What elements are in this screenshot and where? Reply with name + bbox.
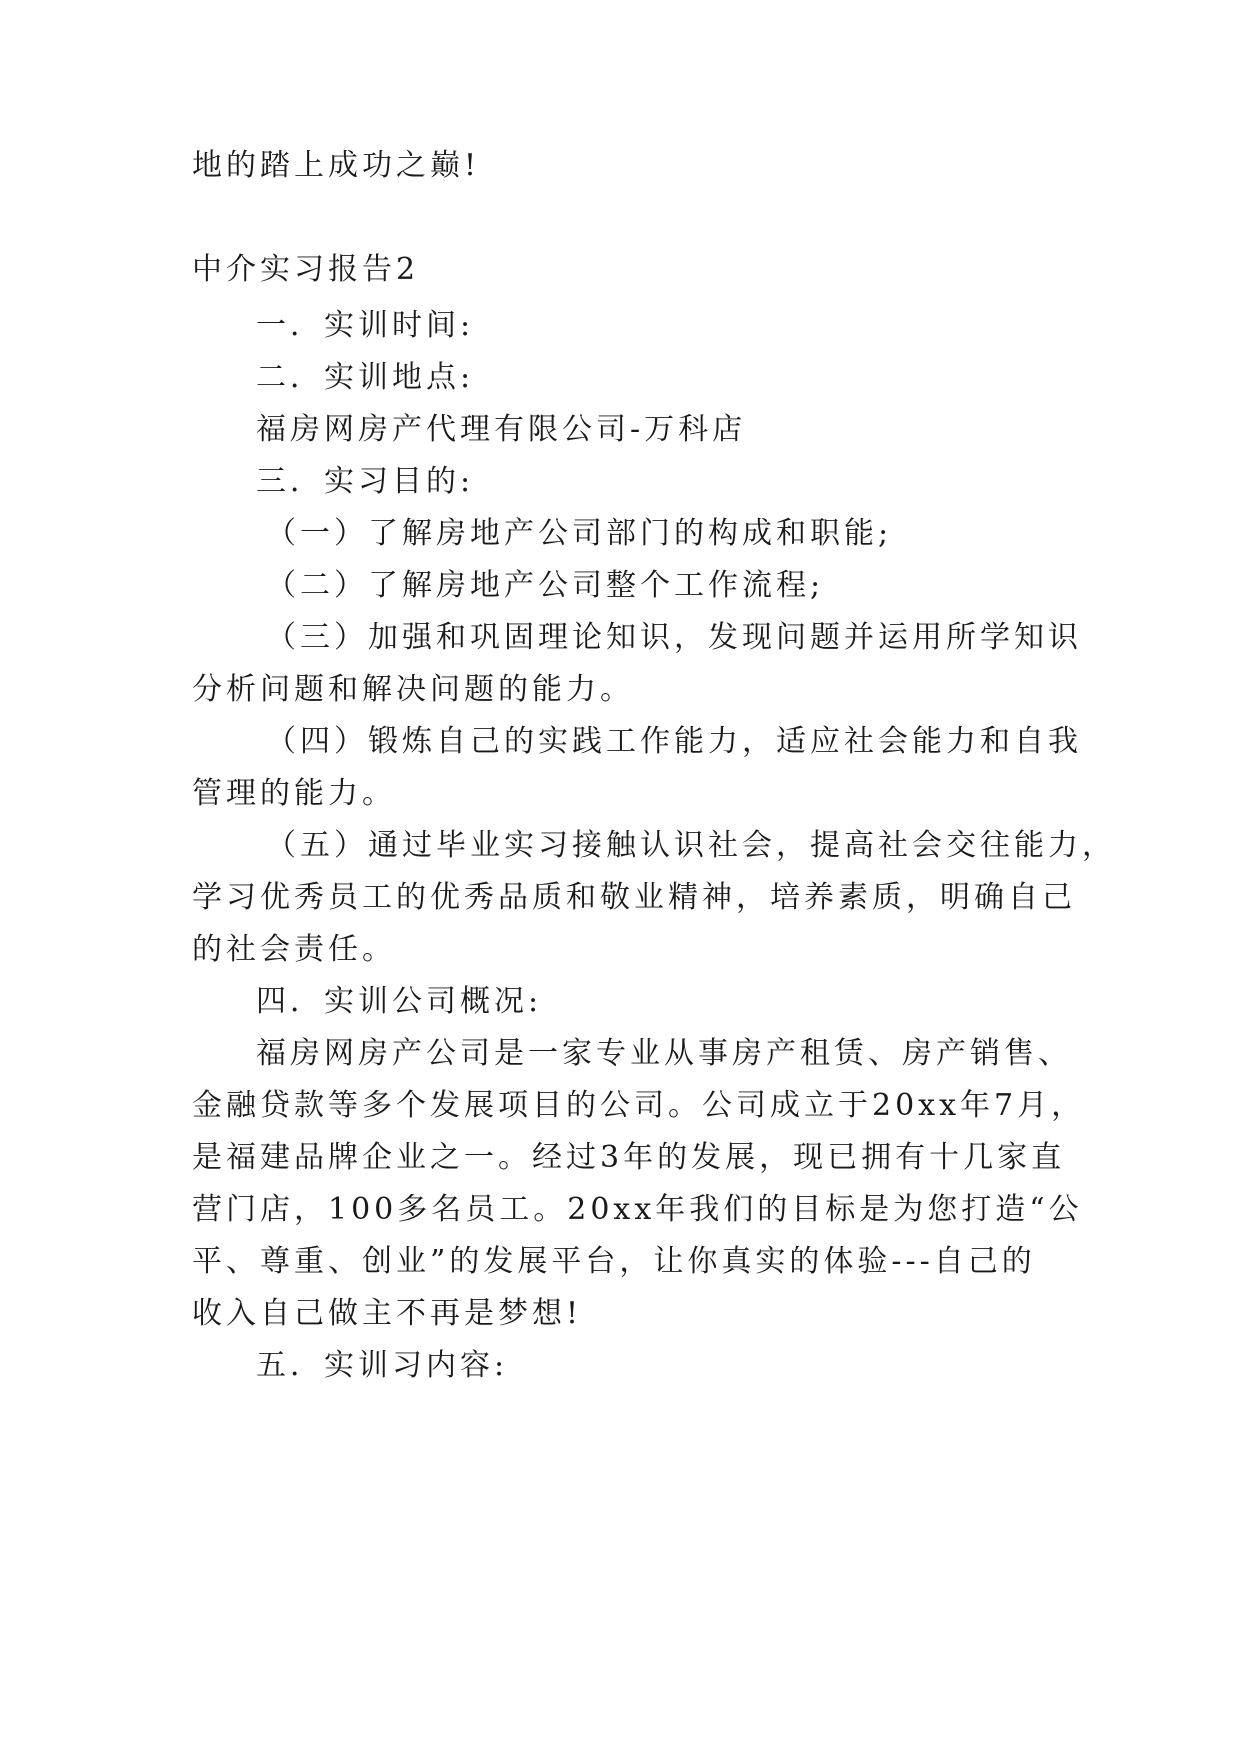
- overview-line-6: 收入自己做主不再是梦想!: [192, 1296, 583, 1331]
- overview-line-1: 福房网房产公司是一家专业从事房产租赁、房产销售、: [256, 1036, 1072, 1071]
- goal-4-line-2: 管理的能力。: [192, 776, 396, 811]
- goal-4-line-1: （四）锻炼自己的实践工作能力，适应社会能力和自我: [266, 724, 1082, 759]
- location-text: 福房网房产代理有限公司-万科店: [256, 412, 747, 447]
- goal-1: （一）了解房地产公司部门的构成和职能;: [266, 516, 893, 551]
- goal-5-line-2: 学习优秀员工的优秀品质和敬业精神，培养素质，明确自己: [192, 880, 1076, 915]
- continuation-text: 地的踏上成功之巅!: [192, 148, 481, 183]
- section-training-location: 二．实训地点:: [256, 360, 475, 395]
- goal-3-line-2: 分析问题和解决问题的能力。: [192, 672, 634, 707]
- overview-line-3: 是福建品牌企业之一。经过3年的发展，现已拥有十几家直: [192, 1140, 1066, 1175]
- goal-5-line-3: 的社会责任。: [192, 932, 396, 967]
- section-purpose: 三．实习目的:: [256, 464, 475, 499]
- report-title: 中介实习报告2: [192, 252, 420, 287]
- overview-line-5: 平、尊重、创业”的发展平台，让你真实的体验---自己的: [192, 1244, 1036, 1279]
- goal-2: （二）了解房地产公司整个工作流程;: [266, 568, 825, 603]
- goal-5-line-1: （五）通过毕业实习接触认识社会，提高社会交往能力，: [266, 828, 1116, 863]
- goal-3-line-1: （三）加强和巩固理论知识，发现问题并运用所学知识: [266, 620, 1082, 655]
- overview-line-2: 金融贷款等多个发展项目的公司。公司成立于20xx年7月，: [192, 1088, 1086, 1123]
- section-training-time: 一．实训时间:: [256, 308, 475, 343]
- section-company-overview: 四．实训公司概况:: [256, 984, 543, 1019]
- overview-line-4: 营门店，100多名员工。20xx年我们的目标是为您打造“公: [192, 1192, 1083, 1227]
- section-training-content: 五．实训习内容:: [256, 1348, 509, 1383]
